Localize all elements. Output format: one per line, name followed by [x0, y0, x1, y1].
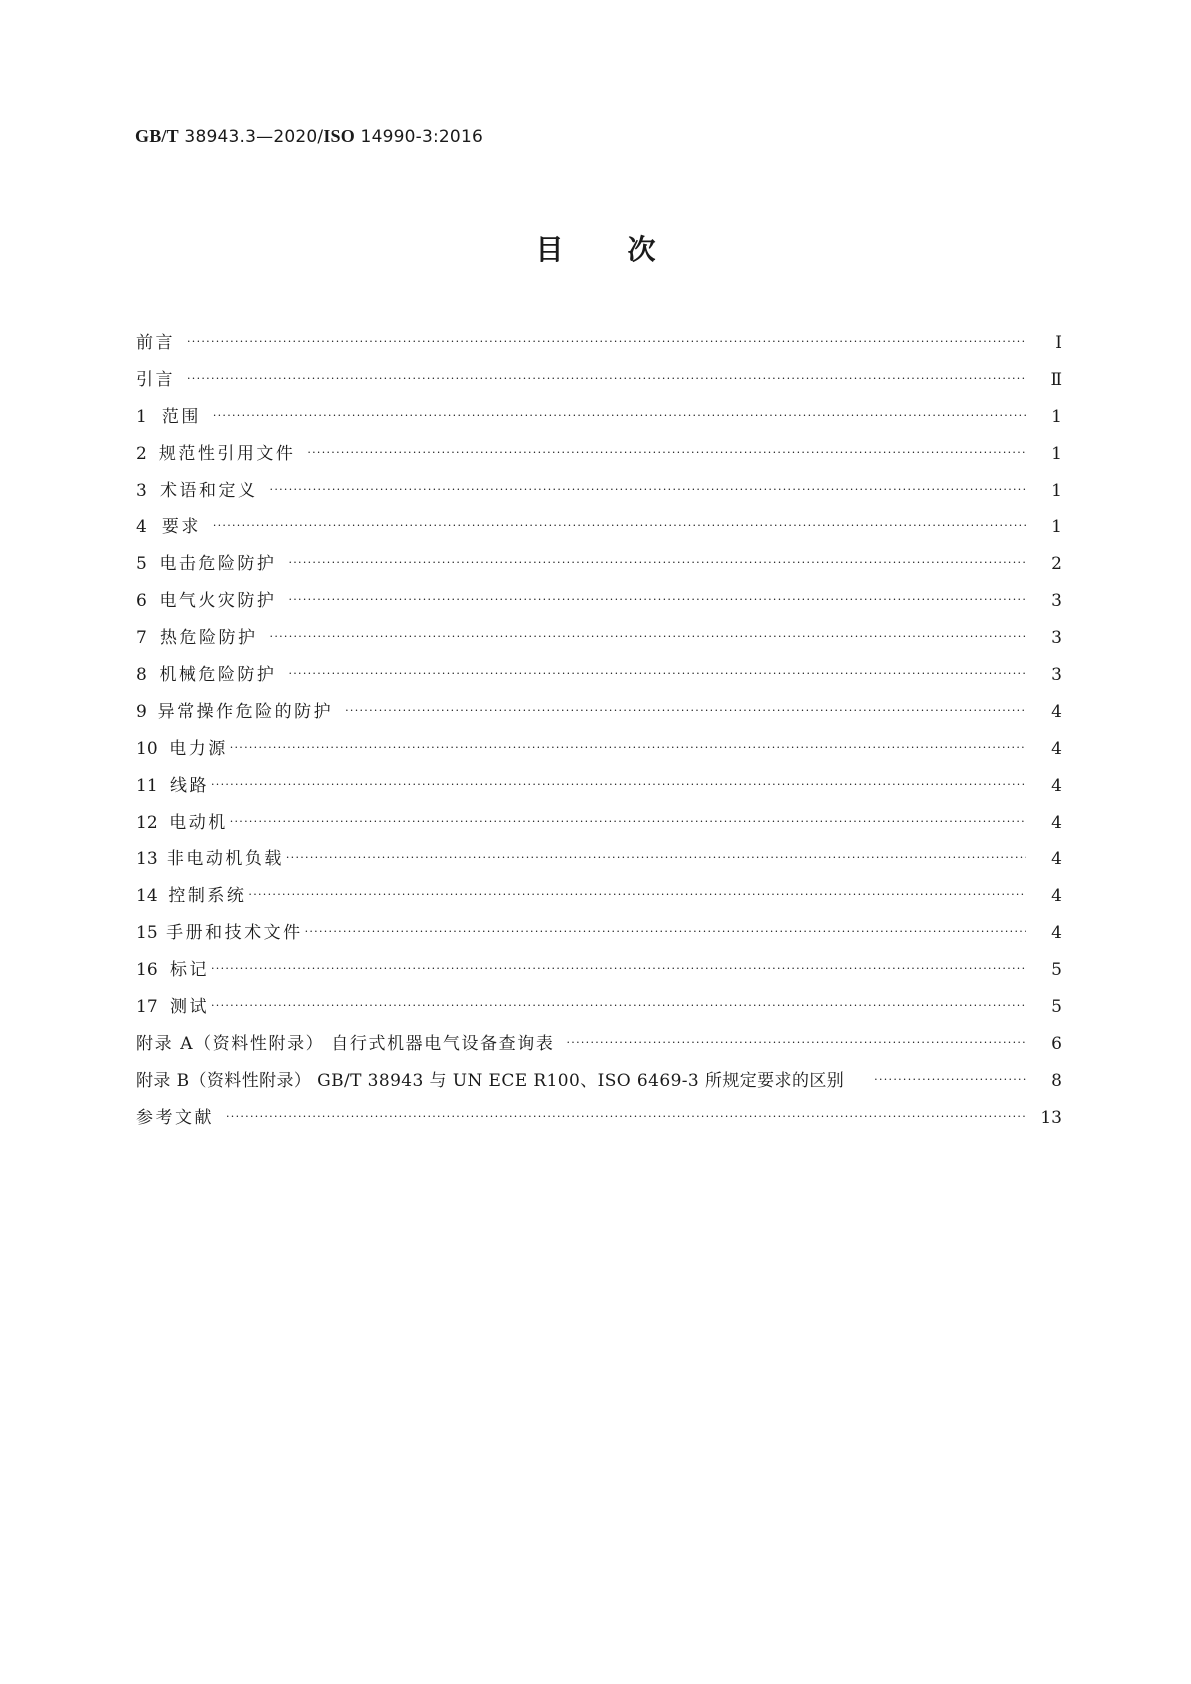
- dot-leader: [230, 809, 1026, 835]
- toc-item-label: 异常操作危险的防护: [157, 701, 334, 722]
- toc-item-page: 3: [1051, 628, 1062, 649]
- toc-item-number: 3: [136, 480, 147, 501]
- toc-item-page: Ⅰ: [1055, 333, 1062, 353]
- toc-item-page: 3: [1051, 665, 1062, 686]
- toc-item-number: 15: [136, 923, 158, 944]
- dot-leader: [187, 329, 1026, 355]
- toc-item-page: 1: [1051, 480, 1062, 501]
- toc-item-number: 5: [136, 554, 147, 575]
- dot-leader: [305, 919, 1026, 945]
- toc-item-page: 8: [1051, 1070, 1062, 1091]
- toc-item-number: 10: [136, 738, 158, 759]
- toc-item-page: 4: [1051, 812, 1062, 833]
- toc-item-12[interactable]: [136, 810, 1062, 847]
- toc-item-1[interactable]: [136, 404, 1062, 441]
- toc-item-17[interactable]: [136, 994, 1062, 1031]
- toc-item-label: 电动机: [169, 812, 228, 833]
- dot-leader: [248, 882, 1026, 908]
- iso-prefix: ISO: [323, 126, 355, 146]
- dot-leader: [874, 1067, 1026, 1093]
- toc-item-page: 5: [1051, 997, 1062, 1018]
- toc-item-label: 电气火灾防护: [159, 591, 277, 612]
- toc-item-label: 线路: [169, 775, 209, 796]
- toc-item-label: 附录 A（资料性附录） 自行式机器电气设备查询表: [136, 1033, 555, 1054]
- toc-item-6[interactable]: [136, 588, 1062, 625]
- toc-item-label: 非电动机负载: [166, 849, 284, 870]
- toc-item-page: 13: [1040, 1107, 1062, 1128]
- toc-item-13[interactable]: [136, 846, 1062, 883]
- dot-leader: [211, 956, 1026, 982]
- toc-item-3[interactable]: [136, 478, 1062, 515]
- toc-item-5[interactable]: [136, 551, 1062, 588]
- toc-item-11[interactable]: [136, 773, 1062, 810]
- toc-item-page: 1: [1051, 443, 1062, 464]
- title-char-2: 次: [627, 233, 656, 266]
- toc-item-4[interactable]: [136, 514, 1062, 551]
- toc-item-introduction[interactable]: [136, 367, 1062, 404]
- toc-item-foreword[interactable]: [136, 330, 1062, 367]
- page-title: [0, 228, 1191, 268]
- toc-item-number: 1: [136, 406, 147, 427]
- toc-item-15[interactable]: [136, 920, 1062, 957]
- toc-item-number: 6: [136, 591, 147, 612]
- toc-item-number: 16: [136, 960, 158, 981]
- toc-item-page: Ⅱ: [1050, 369, 1062, 390]
- toc-item-page: 4: [1051, 923, 1062, 944]
- table-of-contents: [136, 330, 1062, 1142]
- dot-leader: [345, 698, 1026, 724]
- toc-item-bibliography[interactable]: [136, 1105, 1062, 1142]
- dot-leader: [288, 550, 1026, 576]
- title-char-1: 目: [535, 233, 564, 266]
- dot-leader: [566, 1030, 1026, 1056]
- dot-leader: [286, 845, 1026, 871]
- toc-item-label: 电力源: [169, 738, 228, 759]
- toc-item-label: 术语和定义: [160, 480, 258, 501]
- toc-item-label: 附录 B（资料性附录） GB/T 38943 与 UN ECE R100、ISO 6469-3 所规定要求的区别: [136, 1070, 845, 1091]
- dot-leader: [213, 513, 1026, 539]
- toc-item-page: 4: [1051, 886, 1062, 907]
- dot-leader: [270, 477, 1026, 503]
- toc-item-8[interactable]: [136, 662, 1062, 699]
- toc-item-number: 14: [136, 886, 158, 907]
- toc-item-label: 参考文献: [136, 1107, 214, 1128]
- toc-item-number: 4: [136, 517, 147, 538]
- toc-item-9[interactable]: [136, 699, 1062, 736]
- dot-leader: [211, 772, 1026, 798]
- toc-item-number: 2: [136, 443, 147, 464]
- toc-item-number: 17: [136, 997, 158, 1018]
- toc-item-label: 范围: [161, 406, 201, 427]
- toc-item-label: 手册和技术文件: [166, 923, 303, 944]
- toc-item-page: 5: [1051, 960, 1062, 981]
- toc-item-page: 4: [1051, 849, 1062, 870]
- toc-item-label: 引言: [136, 369, 175, 390]
- toc-item-page: 3: [1051, 591, 1062, 612]
- toc-item-page: 1: [1051, 517, 1062, 538]
- toc-item-number: 11: [136, 775, 158, 796]
- dot-leader: [226, 1104, 1026, 1130]
- standard-prefix: GB/T: [135, 126, 179, 146]
- dot-leader: [270, 624, 1026, 650]
- toc-item-label: 前言: [136, 333, 175, 353]
- toc-item-number: 13: [136, 849, 158, 870]
- toc-item-16[interactable]: [136, 957, 1062, 994]
- document-header: [135, 126, 483, 147]
- dot-leader: [211, 993, 1026, 1019]
- toc-item-label: 机械危险防护: [159, 665, 277, 686]
- toc-item-label: 电击危险防护: [159, 554, 277, 575]
- dot-leader: [187, 366, 1026, 392]
- dot-leader: [288, 587, 1026, 613]
- toc-item-page: 2: [1051, 554, 1062, 575]
- toc-item-page: 4: [1051, 701, 1062, 722]
- toc-item-number: 8: [136, 665, 147, 686]
- toc-item-page: 1: [1051, 406, 1062, 427]
- dot-leader: [213, 403, 1026, 429]
- toc-item-annex-a[interactable]: [136, 1031, 1062, 1068]
- toc-item-label: 要求: [161, 517, 201, 538]
- toc-item-number: 7: [136, 628, 147, 649]
- toc-item-number: 12: [136, 812, 158, 833]
- toc-item-label: 热危险防护: [160, 628, 258, 649]
- toc-item-14[interactable]: [136, 883, 1062, 920]
- toc-item-label: 测试: [169, 997, 209, 1018]
- dot-leader: [307, 440, 1026, 466]
- toc-item-page: 6: [1051, 1033, 1062, 1054]
- toc-item-2[interactable]: [136, 441, 1062, 478]
- toc-item-annex-b[interactable]: [136, 1068, 1062, 1105]
- toc-item-page: 4: [1051, 775, 1062, 796]
- toc-item-10[interactable]: [136, 736, 1062, 773]
- toc-item-label: 规范性引用文件: [158, 443, 296, 464]
- standard-number: 38943.3—2020/: [178, 127, 324, 147]
- toc-item-page: 4: [1051, 738, 1062, 759]
- toc-item-7[interactable]: [136, 625, 1062, 662]
- toc-item-number: 9: [136, 701, 147, 722]
- toc-item-label: 控制系统: [168, 886, 247, 907]
- dot-leader: [288, 661, 1026, 687]
- iso-number: 14990-3:2016: [354, 127, 483, 147]
- dot-leader: [230, 735, 1026, 761]
- toc-item-label: 标记: [169, 960, 209, 981]
